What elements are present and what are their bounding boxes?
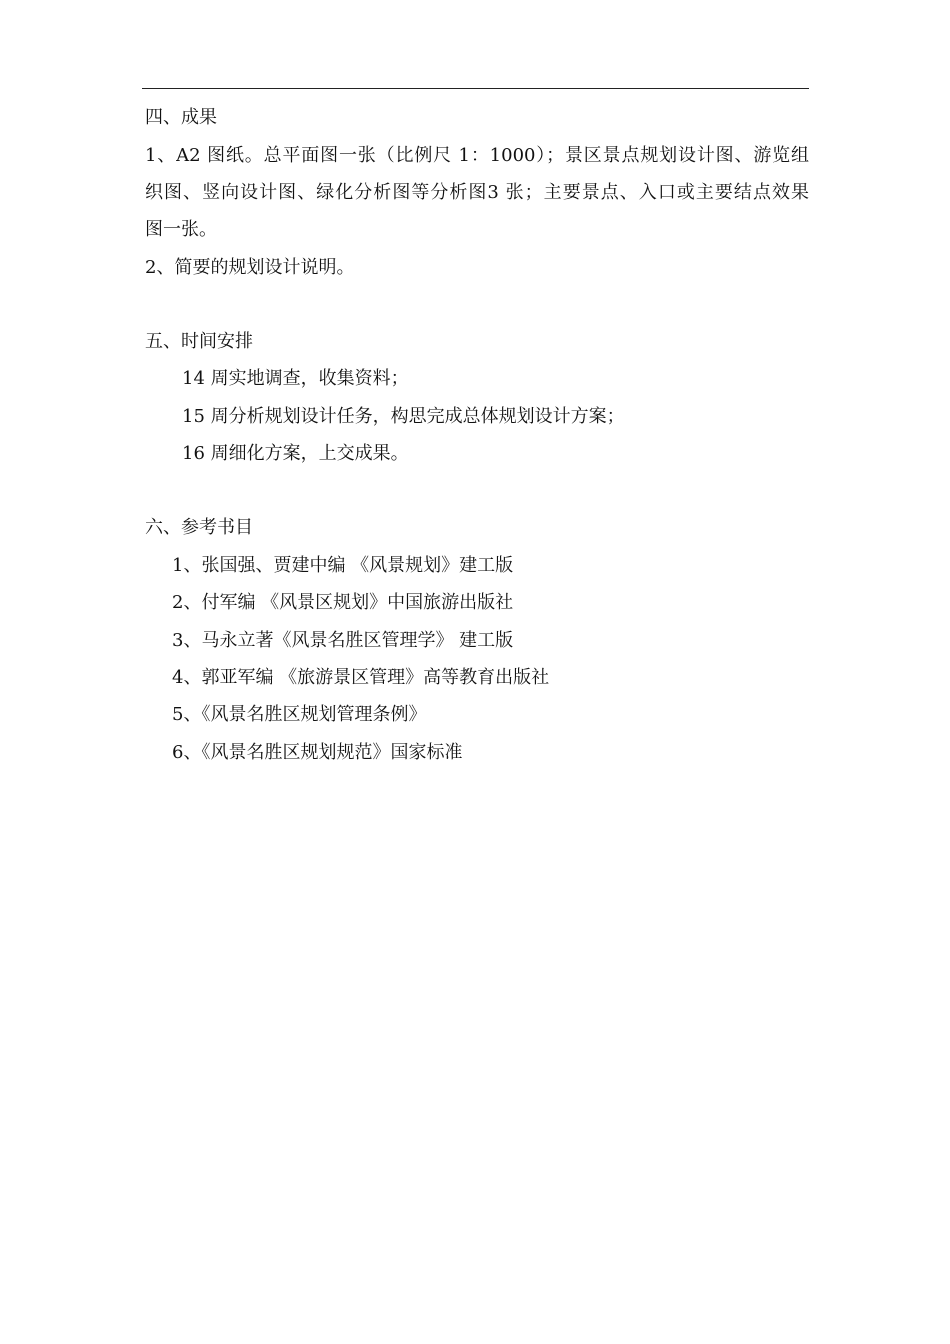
section-heading-schedule: 五、时间安排 bbox=[145, 331, 253, 352]
results-item-1-line-1: 1、A2 图纸。总平面图一张（比例尺 1：1000）；景区景点规划设计图、游览组 bbox=[145, 145, 809, 166]
reference-item: 6、《风景名胜区规划规范》国家标准 bbox=[172, 742, 463, 763]
reference-item: 5、《风景名胜区规划管理条例》 bbox=[172, 704, 427, 725]
reference-item: 4、郭亚军编 《旅游景区管理》高等教育出版社 bbox=[172, 667, 550, 688]
results-item-1-line-3: 图一张。 bbox=[145, 219, 217, 240]
results-item-2: 2、简要的规划设计说明。 bbox=[145, 257, 355, 278]
reference-item: 3、马永立著《风景名胜区管理学》 建工版 bbox=[172, 630, 514, 651]
schedule-item: 15 周分析规划设计任务，构思完成总体规划设计方案； bbox=[182, 406, 625, 427]
reference-item: 1、张国强、贾建中编 《风景规划》建工版 bbox=[172, 555, 514, 576]
reference-item: 2、付军编 《风景区规划》中国旅游出版社 bbox=[172, 592, 514, 613]
schedule-item: 14 周实地调查，收集资料； bbox=[182, 368, 409, 389]
section-heading-results: 四、成果 bbox=[145, 107, 217, 128]
schedule-item: 16 周细化方案，上交成果。 bbox=[182, 443, 409, 464]
header-rule bbox=[142, 88, 809, 89]
section-heading-references: 六、参考书目 bbox=[145, 517, 253, 538]
results-item-1-line-2: 织图、竖向设计图、绿化分析图等分析图3 张；主要景点、入口或主要结点效果 bbox=[145, 182, 809, 203]
